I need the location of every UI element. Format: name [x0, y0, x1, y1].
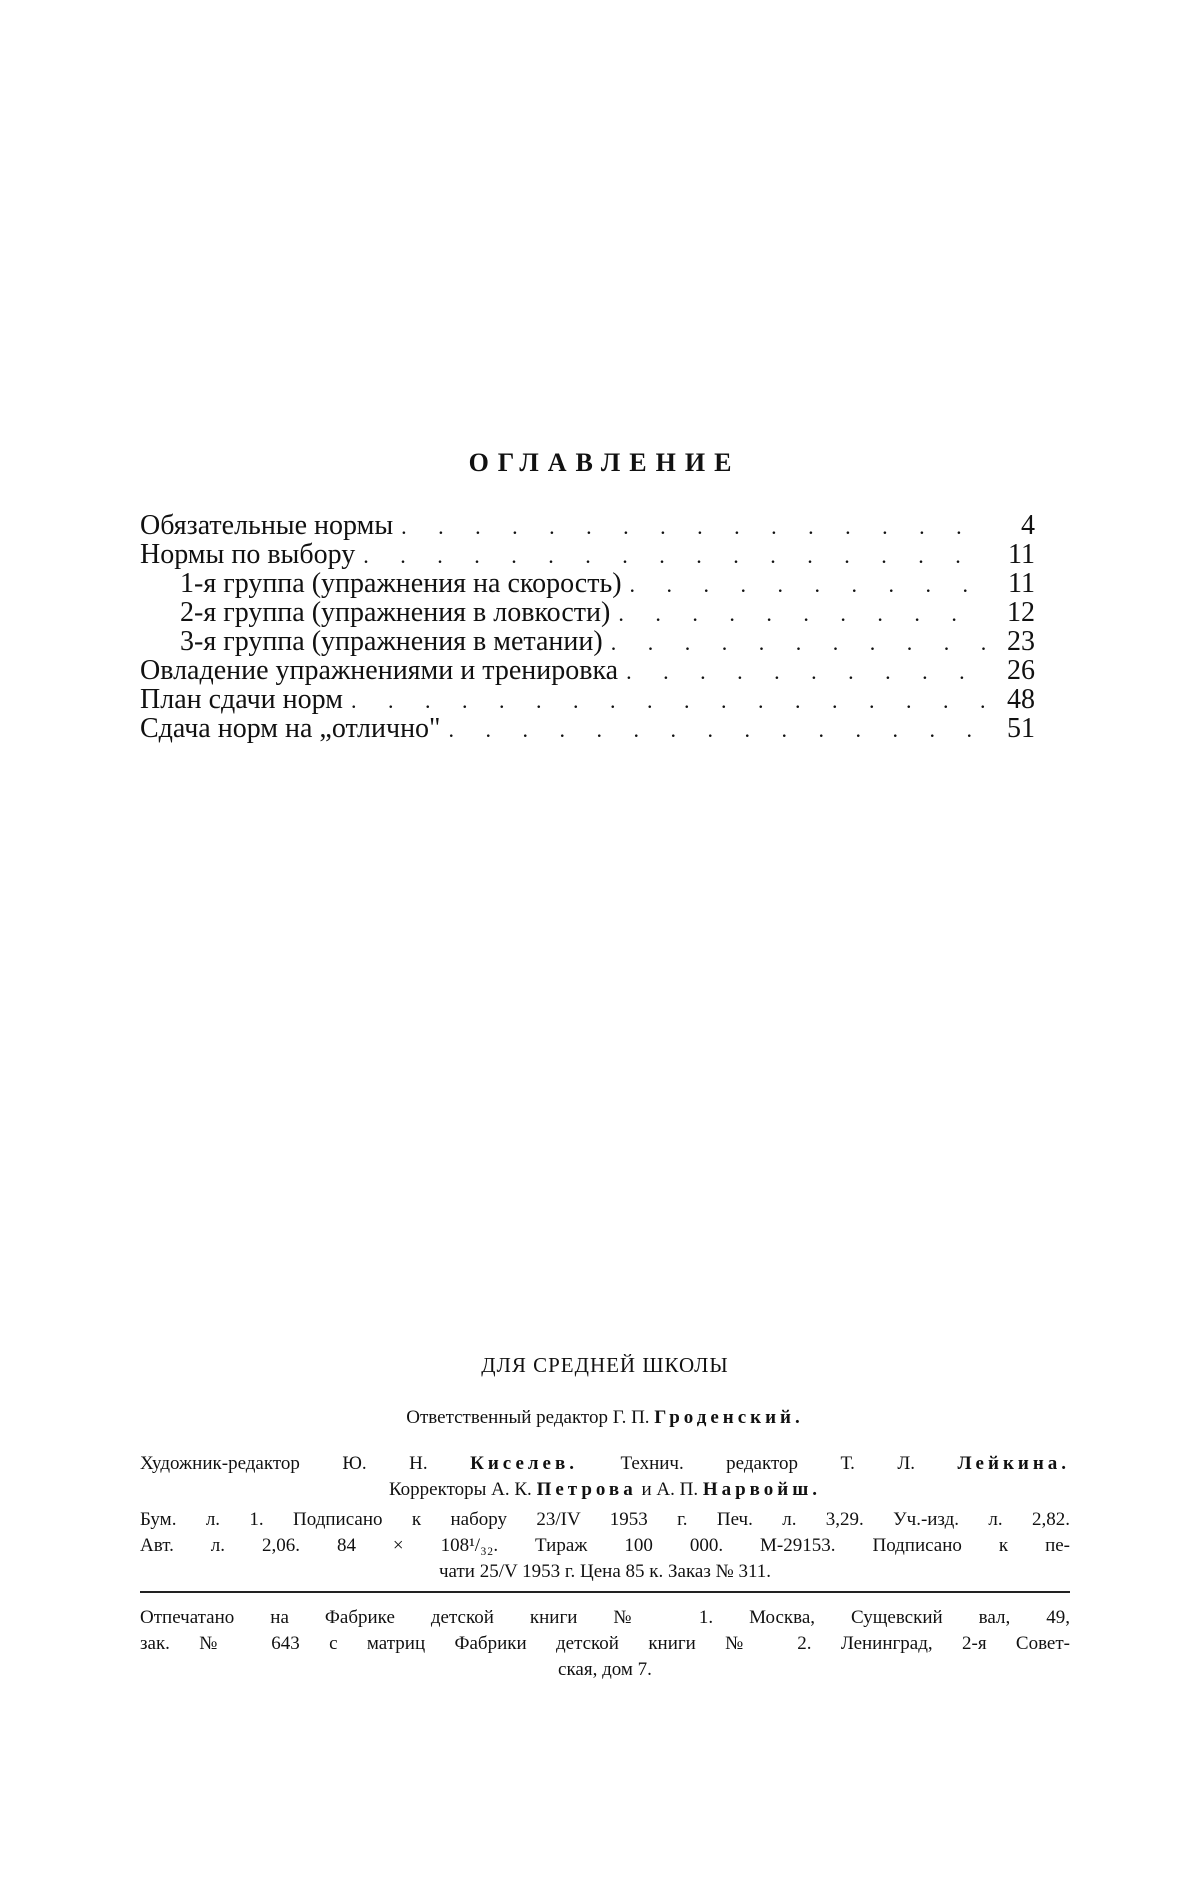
print-specs-line: Бум. л. 1. Подписано к набору 23/IV 1953 г. Печ. л. 3,29. Уч.-изд. л. 2,82.: [140, 1509, 1070, 1530]
print-specs-line: Авт. л. 2,06. 84 × 108¹/₃₂. Тираж 100 000. М-29153. Подписано к пе-: [140, 1535, 1070, 1556]
toc-leader-dots: [448, 715, 987, 744]
toc-entry: [140, 627, 1035, 656]
toc-leader-dots: [611, 628, 987, 657]
responsible-editor-name: Гроденский.: [654, 1407, 804, 1428]
print-specs-line: чати 25/V 1953 г. Цена 85 к. Заказ № 311.: [438, 1561, 772, 1582]
printer-line: зак. № 643 с матриц Фабрики детской книги № 2. Ленинград, 2-я Совет-: [140, 1633, 1070, 1654]
toc-entry-title: Обязательные нормы: [140, 510, 394, 541]
tech-editor-label: Технич. редактор Т. Л.: [620, 1453, 916, 1474]
editors-line: [140, 1451, 1070, 1477]
series-title: ДЛЯ СРЕДНЕЙ ШКОЛЫ: [481, 1353, 729, 1377]
toc-entry-page: 4: [1021, 510, 1035, 541]
toc-entry-title: 1-я группа (упражнения на скорость): [180, 568, 622, 599]
toc-entry-title: 2-я группа (упражнения в ловкости): [180, 597, 611, 628]
toc-leader-dots: [626, 657, 987, 686]
toc-entry: [140, 569, 1035, 598]
toc-leader-dots: [351, 686, 987, 715]
imprint-block: [140, 1352, 1070, 1683]
toc-entry-title: 3-я группа (упражнения в метании): [180, 626, 603, 657]
toc-entry-page: 51: [1007, 713, 1035, 744]
toc-entry-page: 12: [1007, 597, 1035, 628]
printer-line: ская, дом 7.: [558, 1659, 652, 1680]
toc-entry: [140, 685, 1035, 714]
toc-leader-dots: [401, 512, 987, 541]
proofreader-name: Нарвойш.: [702, 1479, 822, 1500]
proofreaders-label: Корректоры А. К.: [388, 1479, 532, 1500]
toc-entry-title: Сдача норм на „отлично": [140, 713, 441, 744]
tech-editor-name: Лейкина.: [957, 1453, 1071, 1474]
divider-rule: [140, 1591, 1070, 1593]
toc-entry: [140, 714, 1035, 743]
toc-leader-dots: [618, 599, 987, 628]
table-of-contents: [140, 511, 1035, 743]
toc-leader-dots: [630, 570, 987, 599]
toc-title: ОГЛАВЛЕНИЕ: [468, 448, 741, 477]
art-editor-label: Художник-редактор Ю. Н.: [140, 1453, 428, 1474]
toc-entry: [140, 540, 1035, 569]
toc-entry-page: 11: [1008, 539, 1035, 570]
toc-entry-page: 26: [1007, 655, 1035, 686]
toc-entry-title: Овладение упражнениями и тренировка: [140, 655, 619, 686]
responsible-editor-line: [140, 1405, 1070, 1431]
art-editor-name: Киселев.: [470, 1453, 579, 1474]
toc-entry: [140, 511, 1035, 540]
printer-line: Отпечатано на Фабрике детской книги № 1. Москва, Сущевский вал, 49,: [140, 1607, 1070, 1628]
proofreader-name: Петрова: [536, 1479, 637, 1500]
proofreaders-line: [140, 1477, 1070, 1503]
responsible-editor-label: Ответственный редактор Г. П.: [406, 1407, 650, 1428]
toc-entry: [140, 656, 1035, 685]
toc-entry: [140, 598, 1035, 627]
toc-entry-page: 11: [1008, 568, 1035, 599]
toc-entry-title: План сдачи норм: [140, 684, 343, 715]
toc-entry-page: 48: [1007, 684, 1035, 715]
toc-entry-title: Нормы по выбору: [140, 539, 356, 570]
toc-entry-page: 23: [1007, 626, 1035, 657]
toc-leader-dots: [363, 541, 987, 570]
proofreaders-and: и А. П.: [641, 1479, 699, 1500]
